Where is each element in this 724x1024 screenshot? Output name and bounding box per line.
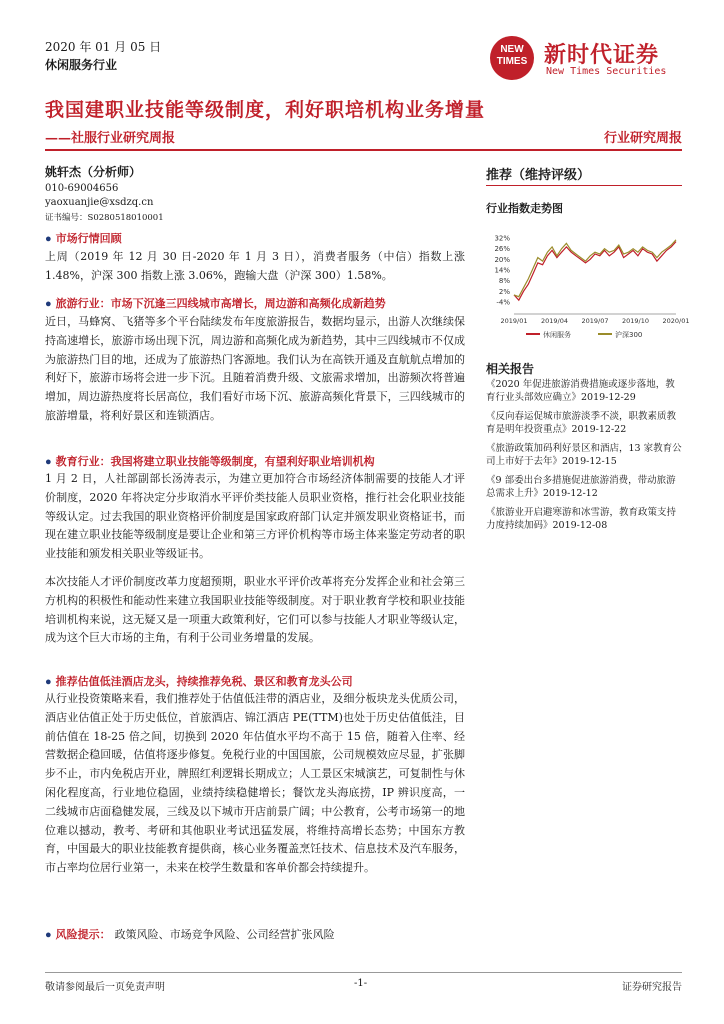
rating-divider xyxy=(486,185,682,186)
bullet-icon: ● xyxy=(45,456,52,468)
related-report-item[interactable]: 《反向春运促城市旅游淡季不淡，职教素质教育是明年投资重点》2019-12-22 xyxy=(486,411,677,435)
y-tick-label: -4% xyxy=(496,298,510,307)
analyst-phone: 010-69004656 xyxy=(45,183,119,194)
chart-title: 行业指数走势图 xyxy=(486,202,563,215)
section-recommend-title: ● 推荐估值低洼酒店龙头，持续推荐免税、景区和教育龙头公司 xyxy=(45,676,353,688)
report-date: 2020 年 01 月 05 日 xyxy=(45,40,162,54)
rating: 推荐（维持评级） xyxy=(486,168,591,183)
report-subtitle: ——社服行业研究周报 xyxy=(45,131,176,146)
page-number: -1- xyxy=(354,978,368,989)
x-tick-label: 2019/10 xyxy=(621,317,650,325)
logo-emblem: NEW TIMES xyxy=(490,36,534,80)
x-tick-label: 2019/01 xyxy=(500,317,528,325)
analyst-email: yaoxuanjie@xsdzq.cn xyxy=(45,197,154,208)
section-tourism-title: ● 旅游行业：市场下沉逢三四线城市高增长，周边游和高频化成新趋势 xyxy=(45,298,386,310)
footer-report-label: 证券研究报告 xyxy=(622,982,682,993)
x-tick-label: 2019/04 xyxy=(540,317,569,325)
company-logo xyxy=(490,36,690,82)
section-risk-body: 政策风险、市场竞争风险、公司经营扩张风险 xyxy=(114,928,335,941)
section-market-review-body: 上周（2019 年 12 月 30 日-2020 年 1 月 3 日），消费者服务（中信）指数上涨 1.48%，沪深 300 指数上涨 3.06%，跑输大盘（沪深 300）1.58%。 xyxy=(45,250,465,282)
section-education-body-2: 本次技能人才评价制度改革力度超预期，职业水平评价改革将充分发挥企业和社会第三方机构的积极性和能动性来建立我国职业技能等级制度。对于职业教育学校和职业技能培训机构来说，这无疑又是一项重大政策利好，它们可以参与技能人才职业等级认定，成为这个巨大市场的主角，有利于公司业务增量的发展。 xyxy=(45,575,465,645)
section-education-title: ● 教育行业：我国将建立职业技能等级制度，有望利好职业培训机构 xyxy=(45,456,375,468)
bullet-icon: ● xyxy=(45,929,52,941)
bullet-icon: ● xyxy=(45,676,52,688)
analyst-license: 证书编号：S0280518010001 xyxy=(45,213,164,223)
y-tick-label: 26% xyxy=(494,245,510,254)
report-type: 行业研究周报 xyxy=(603,131,682,146)
related-report-item[interactable]: 《9 部委出台多措施促进旅游消费，带动旅游总需求上升》2019-12-12 xyxy=(486,475,676,499)
footer-disclaimer[interactable]: 敬请参阅最后一页免责声明 xyxy=(45,982,165,993)
section-tourism-body: 近日，马蜂窝、飞猪等多个平台陆续发布年度旅游报告，数据均显示，出游人次继续保持高速增长，旅游市场出现下沉，周边游和高频化成为新趋势，其中三四线城市不仅成为旅游热门目的地，还成为了旅游热门客源地。我们认为在高铁开通及直航航点增加的利好下，旅游市场将会进一步下沉。且随着消费升级、文旅需求增加，出游频次将普遍增加，周边游热度将长居高位，我们看好市场下沉、旅游高频化背景下，三四线城市的旅游增量，将利好景区和连锁酒店。 xyxy=(45,315,465,422)
y-tick-label: 32% xyxy=(494,234,510,243)
section-education-body-1: 1 月 2 日，人社部副部长汤涛表示，为建立更加符合市场经济体制需要的技能人才评价制度，2020 年将决定分步取消水平评价类技能人员职业资格，推行社会化职业技能等级认定。过去我国的职业资格评价制度是国家政府部门认定并颁发职业资格证书，而现在建立职业技能等级制度是要让企业和第三方评价机构等市场主体来鉴定劳动者的职业技能和颁发相关职业等级证书。 xyxy=(45,472,465,561)
logo-english-name: New Times Securities xyxy=(546,66,667,77)
bullet-icon: ● xyxy=(45,233,52,245)
related-reports-list xyxy=(486,378,684,538)
analyst-name: 姚轩杰（分析师） xyxy=(45,165,142,179)
series-line-休闲服务 xyxy=(514,242,676,301)
legend-label: 沪深300 xyxy=(615,331,643,339)
related-reports-title: 相关报告 xyxy=(486,362,535,376)
section-recommend-body: 从行业投资策略来看，我们推荐处于估值低洼带的酒店业，及细分板块龙头优质公司，酒店业估值正处于历史低位，首旅酒店、锦江酒店 PE(TTM)也处于历史估值低洼，目前估值在 18-25 倍之间，切换到 2020 年估值水平均不高于 15 倍，随着入住率、经营数据企稳回暖，估值将逐步修复。免税行业的中国国旅，公司规模效应尽显，扩张脚步不止，市内免税店开业，牌照红利逻辑长期成立；人工景区宋城演艺，可复制性与休闲化程度高，行业地位稳固，业绩持续稳健增长；餐饮龙头海底捞，IP 辨识度高，一二线城市店面稳健发展，三线及以下城市开店前景广阔；中公教育，公考市场第一的地位难以撼动，教考、考研和其他职业考试迅猛发展，将维持高增长态势；中国东方教育，中国最大的职业技能教育提供商，核心业务覆盖烹饪技术、信息技术及汽车服务，市占率均位居行业第一，未来在校学生数量和客单价都会持续提升。 xyxy=(45,692,465,875)
y-tick-label: 14% xyxy=(494,266,510,275)
industry-label: 休闲服务行业 xyxy=(45,58,118,72)
legend-label: 休闲服务 xyxy=(543,331,571,339)
related-report-item[interactable]: 《2020 年促进旅游消费措施或逐步落地，教育行业头部效应确立》2019-12-29 xyxy=(486,379,675,403)
x-tick-label: 2019/07 xyxy=(581,317,609,325)
section-risk-title: ● 风险提示： 政策风险、市场竞争风险、公司经营扩张风险 xyxy=(45,928,335,941)
y-tick-label: 8% xyxy=(498,277,510,286)
section-market-review-title: ● 市场行情回顾 xyxy=(45,233,122,245)
logo-chinese-name: 新时代证券 xyxy=(544,42,660,68)
related-report-item[interactable]: 《旅游政策加码利好景区和酒店，13 家教育公司上市好于去年》2019-12-15 xyxy=(486,443,682,467)
title-divider xyxy=(45,149,682,151)
related-report-item[interactable]: 《旅游业开启避寒游和冰雪游，教育政策支持力度持续加码》2019-12-08 xyxy=(486,507,677,531)
report-title: 我国建职业技能等级制度，利好职培机构业务增量 xyxy=(45,99,486,121)
bullet-icon: ● xyxy=(45,298,52,310)
y-tick-label: 20% xyxy=(494,255,510,264)
footer-divider xyxy=(45,972,682,973)
y-tick-label: 2% xyxy=(498,287,510,296)
x-tick-label: 2020/01 xyxy=(662,317,690,325)
index-trend-chart xyxy=(486,222,690,342)
series-line-沪深300 xyxy=(514,240,676,297)
